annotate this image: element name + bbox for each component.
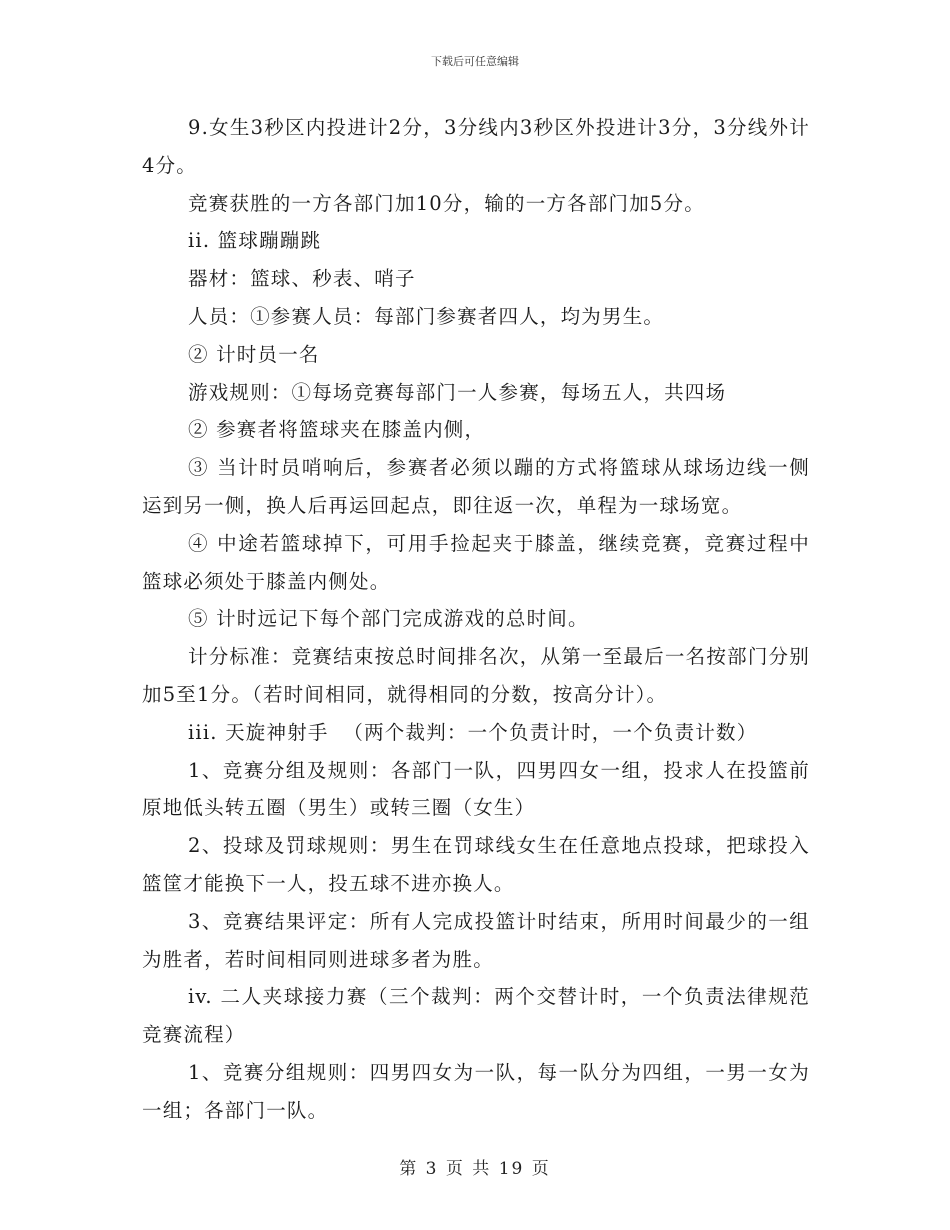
paragraph: ② 计时员一名 [188, 342, 320, 366]
page-header: 下载后可任意编辑 [431, 55, 519, 68]
document-body [142, 109, 810, 1130]
paragraph: ④ 中途若篮球掉下，可用手捡起夹于膝盖，继续竞赛，竞赛过程中篮球必须处于膝盖内侧处。 [142, 531, 810, 593]
section-heading: iv. 二人夹球接力赛（三个裁判：两个交替计时，一个负责法律规范竞赛流程） [142, 985, 810, 1047]
paragraph: 竞赛获胜的一方各部门加10分，输的一方各部门加5分。 [188, 191, 705, 215]
paragraph: 1、竞赛分组及规则：各部门一队，四男四女一组，投求人在投篮前原地低头转五圈（男生）或转三圈（女生） [142, 758, 810, 820]
paragraph: ③ 当计时员哨响后，参赛者必须以蹦的方式将篮球从球场边线一侧运到另一侧，换人后再运回起点，即往返一次，单程为一球场宽。 [142, 456, 810, 517]
paragraph: ⑤ 计时远记下每个部门完成游戏的总时间。 [188, 607, 589, 631]
paragraph: 计分标准：竞赛结束按总时间排名次，从第一至最后一名按部门分别加5至1分。（若时间相同，就得相同的分数，按高分计）。 [142, 645, 810, 706]
paragraph: 游戏规则：①每场竞赛每部门一人参赛，每场五人，共四场 [188, 380, 727, 404]
paragraph: 1、竞赛分组规则：四男四女为一队，每一队分为四组，一男一女为一组；各部门一队。 [142, 1060, 810, 1122]
paragraph: ② 参赛者将篮球夹在膝盖内侧， [188, 418, 486, 442]
section-heading: iii. 天旋神射手 （两个裁判：一个负责计时，一个负责计数） [188, 720, 758, 744]
paragraph: 9.女生3秒区内投进计2分，3分线内3秒区外投进计3分，3分线外计4分。 [142, 116, 810, 177]
page-number-footer: 第 3 页 共 19 页 [399, 1159, 551, 1179]
paragraph: 3、竞赛结果评定：所有人完成投篮计时结束，所用时间最少的一组为胜者，若时间相同则进球多者为胜。 [142, 909, 810, 971]
section-heading: ii. 篮球蹦蹦跳 [188, 229, 322, 253]
paragraph: 2、投球及罚球规则：男生在罚球线女生在任意地点投球，把球投入篮筐才能换下一人，投五球不进亦换人。 [142, 834, 810, 895]
paragraph: 人员：①参赛人员：每部门参赛者四人，均为男生。 [188, 304, 665, 328]
paragraph: 器材：篮球、秒表、哨子 [188, 267, 416, 291]
